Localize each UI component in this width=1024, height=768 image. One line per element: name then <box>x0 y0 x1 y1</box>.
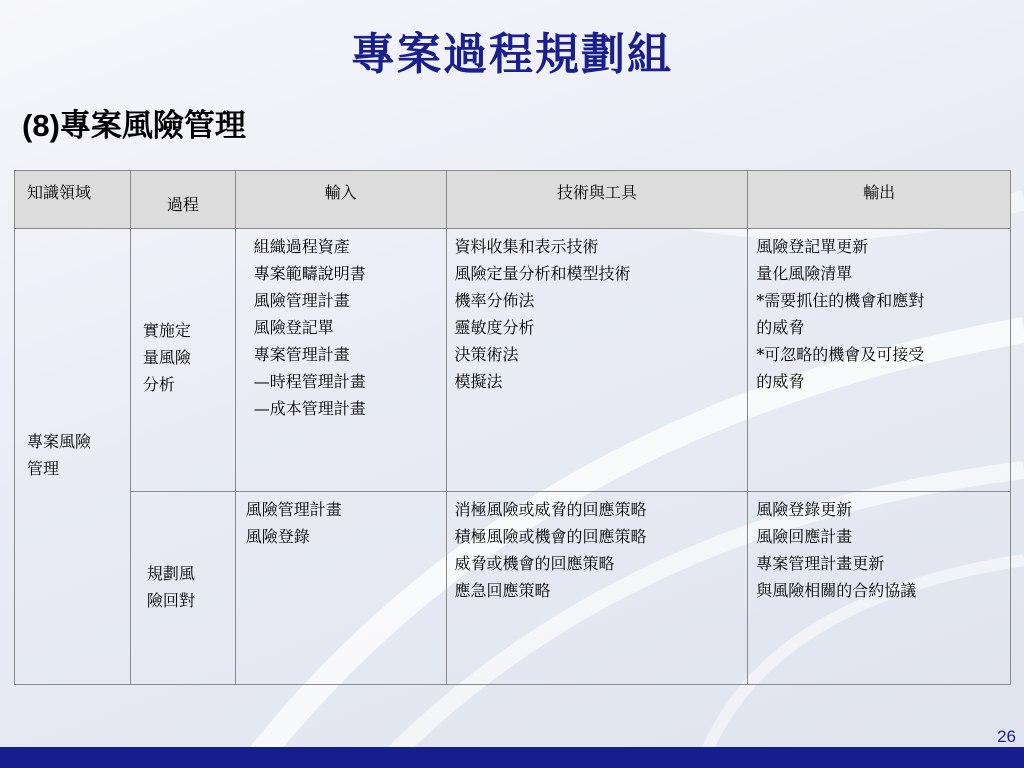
tool-item: 靈敏度分析 <box>454 318 535 337</box>
slide-subtitle <box>22 100 246 145</box>
header-tools: 技術與工具 <box>446 171 748 229</box>
subtitle-text: 專案風險管理 <box>59 108 246 144</box>
tool-item: 資料收集和表示技術 <box>454 237 599 256</box>
header-outputs: 輸出 <box>748 171 1011 229</box>
input-item: 風險管理計畫 <box>245 500 342 519</box>
output-item: 與風險相關的合約協議 <box>756 581 917 600</box>
output-item: 風險登錄更新 <box>756 500 853 519</box>
header-knowledge-area: 知識領域 <box>15 171 131 229</box>
knowledge-area-cell <box>15 229 131 685</box>
table-row <box>15 229 1011 492</box>
input-item: 專案範疇說明書 <box>253 264 366 283</box>
table-header-row <box>15 171 1011 229</box>
input-item: —成本管理計畫 <box>253 399 366 418</box>
inputs-cell <box>235 492 446 685</box>
page-number: 26 <box>997 727 1016 746</box>
tool-item: 模擬法 <box>454 372 503 391</box>
input-item: —時程管理計畫 <box>253 372 366 391</box>
outputs-cell <box>748 492 1011 685</box>
process-line: 實施定 <box>142 321 191 340</box>
tool-item: 風險定量分析和模型技術 <box>454 264 631 283</box>
subtitle-number: (8) <box>22 108 60 143</box>
output-item: 專案管理計畫更新 <box>756 554 885 573</box>
process-cell <box>130 492 235 685</box>
output-item: 量化風險清單 <box>756 264 853 283</box>
input-item: 組織過程資產 <box>253 237 350 256</box>
process-line: 險回對 <box>146 591 195 610</box>
process-line: 分析 <box>142 375 175 394</box>
input-item: 風險登錄 <box>245 527 310 546</box>
tool-item: 應急回應策略 <box>454 581 551 600</box>
tools-cell <box>446 492 748 685</box>
output-item: *可忽略的機會及可接受 <box>756 345 925 364</box>
process-line: 規劃風 <box>146 564 195 583</box>
outputs-cell <box>748 229 1011 492</box>
area-line: 管理 <box>27 458 60 478</box>
output-item: 風險回應計畫 <box>756 527 853 546</box>
tool-item: 積極風險或機會的回應策略 <box>454 527 647 546</box>
tool-item: 決策術法 <box>454 345 519 364</box>
header-inputs: 輸入 <box>235 171 446 229</box>
tool-item: 消極風險或威脅的回應策略 <box>454 500 647 519</box>
output-item: *需要抓住的機會和應對 <box>756 291 925 310</box>
output-item: 風險登記單更新 <box>756 237 869 256</box>
output-item: 的威脅 <box>756 372 805 391</box>
area-line: 專案風險 <box>27 431 92 451</box>
slide-title: 專案過程規劃組 <box>351 29 673 80</box>
input-item: 風險登記單 <box>253 318 334 337</box>
header-process: 過程 <box>130 171 235 229</box>
tool-item: 機率分佈法 <box>454 291 535 310</box>
process-line: 量風險 <box>142 348 191 367</box>
input-item: 專案管理計畫 <box>253 345 350 364</box>
risk-table <box>14 170 1011 685</box>
inputs-cell <box>235 229 446 492</box>
input-item: 風險管理計畫 <box>253 291 350 310</box>
tools-cell <box>446 229 748 492</box>
process-cell <box>130 229 235 492</box>
tool-item: 威脅或機會的回應策略 <box>454 554 615 573</box>
table-row <box>15 492 1011 685</box>
output-item: 的威脅 <box>756 318 805 337</box>
footer-bar <box>0 747 1024 768</box>
